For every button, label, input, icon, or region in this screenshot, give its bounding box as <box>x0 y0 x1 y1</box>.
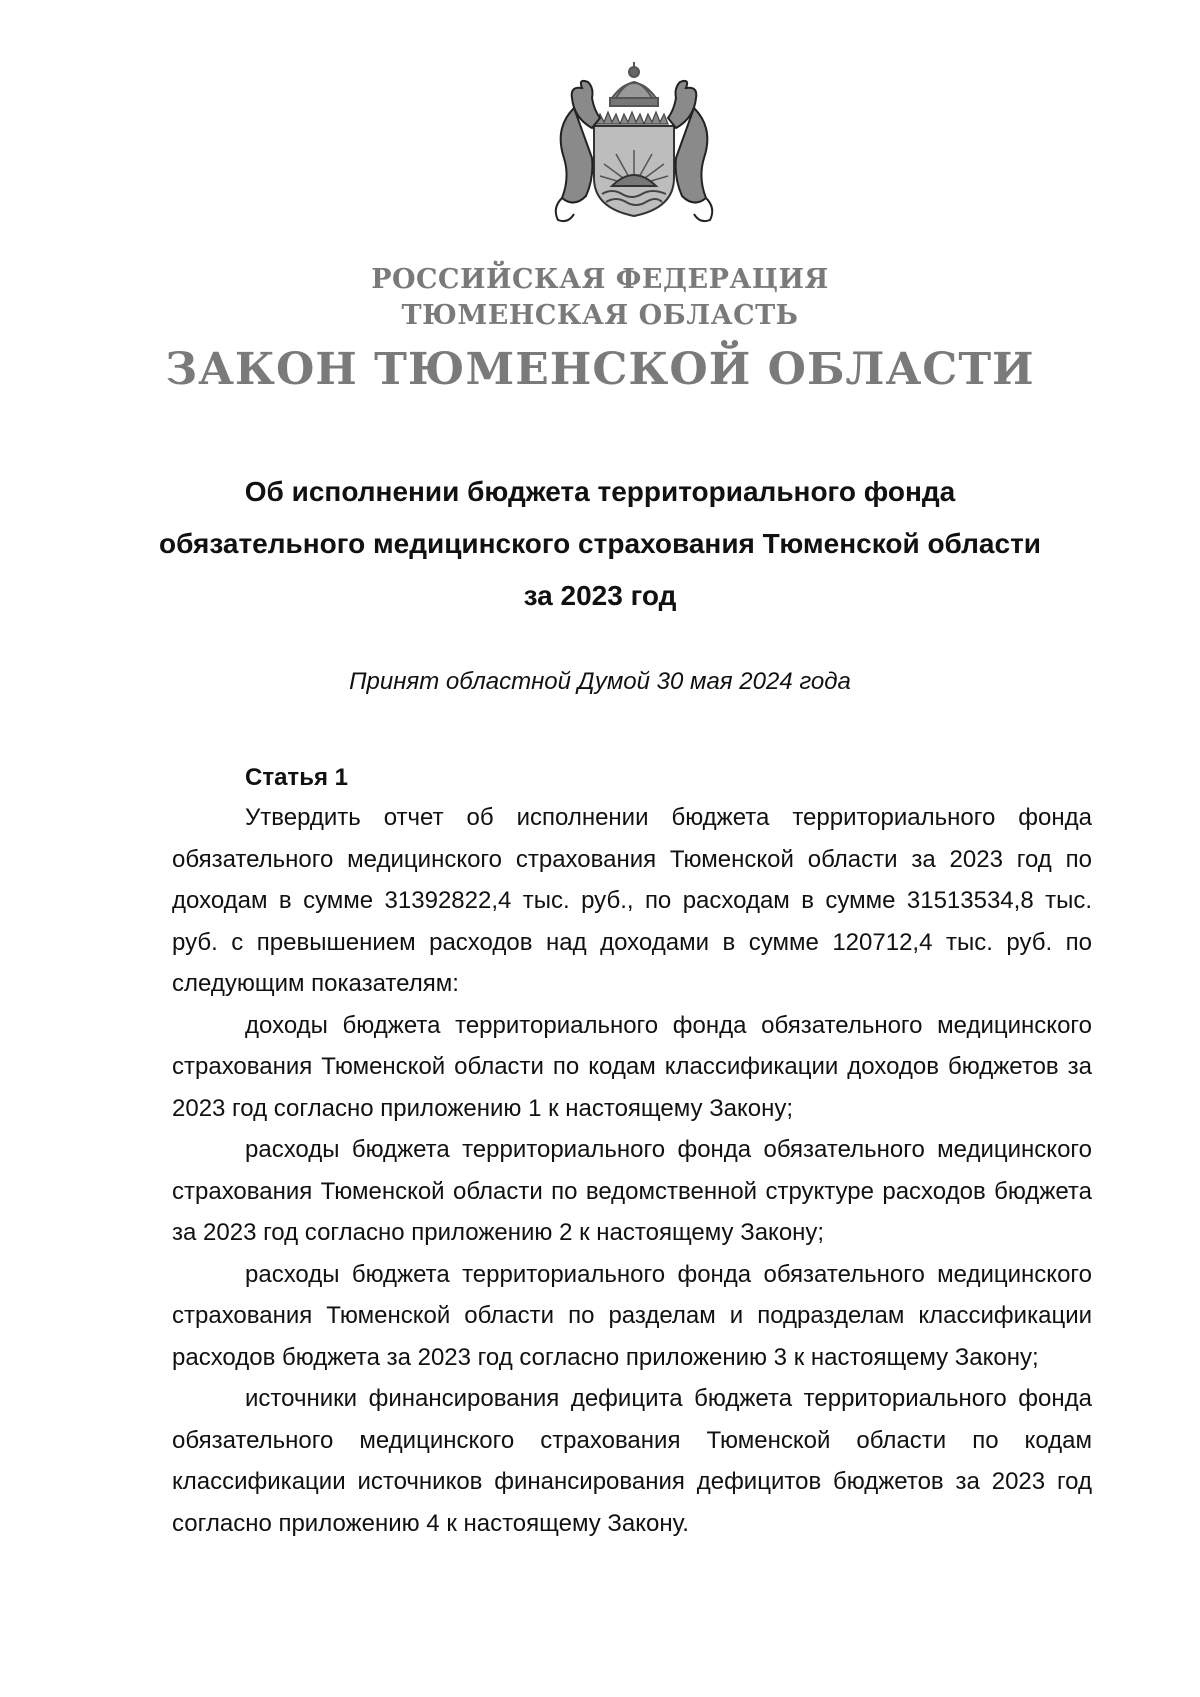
document-title <box>150 466 1050 622</box>
adoption-note: Принят областной Думой 30 мая 2024 года <box>349 668 851 695</box>
document-title-line: обязательного медицинского страхования Тюменской области <box>158 528 1041 559</box>
article-heading: Статья 1 <box>245 764 348 791</box>
region-name: ТЮМЕНСКАЯ ОБЛАСТЬ <box>401 300 799 331</box>
document-title-line: Об исполнении бюджета территориального фонда <box>244 476 956 507</box>
article-paragraph: источники финансирования дефицита бюджета территориального фонда обязательного медицинского страхования Тюменской области по кодам классификации источников финансирования дефицитов бюджетов за 2023 год согласно приложению 4 к настоящему Закону. <box>172 1385 1092 1537</box>
law-title: ЗАКОН ТЮМЕНСКОЙ ОБЛАСТИ <box>165 344 1035 395</box>
coat-of-arms-emblem-icon <box>534 58 734 228</box>
article-paragraph: Утвердить отчет об исполнении бюджета территориального фонда обязательного медицинского страхования Тюменской области за 2023 год по доходам в сумме 31392822,4 тыс. руб., по расходам в сумме 31513534,8 тыс. руб. с превышением расходов над доходами в сумме 120712,4 тыс. руб. по следующим показателям: <box>172 804 1092 997</box>
article-body <box>172 797 1092 1544</box>
country-name: РОССИЙСКАЯ ФЕДЕРАЦИЯ <box>371 264 829 295</box>
document-title-line: за 2023 год <box>523 580 677 611</box>
article-paragraph: доходы бюджета территориального фонда обязательного медицинского страхования Тюменской области по кодам классификации доходов бюджетов за 2023 год согласно приложению 1 к настоящему Закону; <box>172 1011 1092 1122</box>
article-paragraph: расходы бюджета территориального фонда обязательного медицинского страхования Тюменской области по разделам и подразделам классификации расходов бюджета за 2023 год согласно приложению 3 к настоящему Закону; <box>172 1260 1092 1371</box>
article-paragraph: расходы бюджета территориального фонда обязательного медицинского страхования Тюменской области по ведомственной структуре расходов бюджета за 2023 год согласно приложению 2 к настоящему Закону; <box>172 1136 1092 1246</box>
